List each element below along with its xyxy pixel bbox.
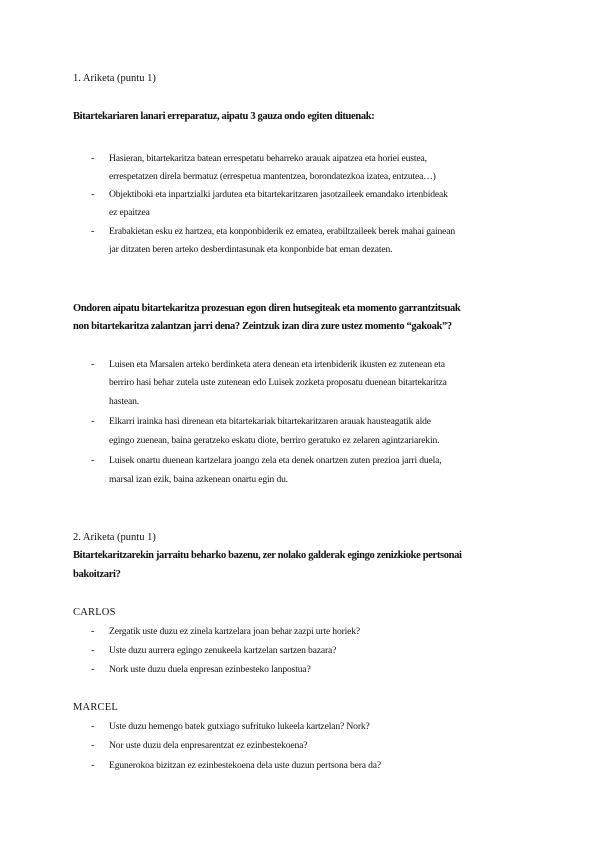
list-item-line: jar ditzaten beren arteko desberdintasunak eta konponbide bat eman dezaten. — [109, 244, 393, 255]
bullet-dash: - — [91, 359, 95, 370]
question-item: Egunerokoa bizitzan ez ezinbestekoena dela uste duzun pertsona bera da? — [109, 760, 381, 771]
bullet-dash: - — [91, 416, 95, 427]
question-item: Nork uste duzu duela enpresan ezinbesteko lanpostua? — [109, 664, 311, 675]
list-item-line: Hasieran, bitartekaritza batean errespetatu beharreko arauak aipatzea eta horiei eustea, — [109, 153, 427, 164]
exercise-1-title: 1. Ariketa (puntu 1) — [73, 73, 156, 84]
question-item: Nor uste duzu dela enpresarentzat ez ezinbestekoena? — [109, 740, 308, 751]
list-item-line: egingo zuenean, baina geratzeko eskatu diote, berriro geratuko ez zelaren agintzariarekin. — [109, 435, 440, 446]
bullet-dash: - — [91, 226, 95, 237]
bullet-dash: - — [91, 760, 95, 771]
exercise-1-question-2-line-2: non bitartekaritza zalantzan jarri dena? Zeintzuk izan dira zure ustez momento “gakoak”? — [73, 321, 452, 332]
list-item-line: errespetatzen direla bermatuz (errespetua mantentzea, borondatezkoa izatea, entzutea…) — [109, 171, 436, 182]
question-item: Uste duzu hemengo batek gutxiago sufrituko lukeela kartzelan? Nork? — [109, 721, 370, 732]
bullet-dash: - — [91, 189, 95, 200]
bullet-dash: - — [91, 153, 95, 164]
list-item-line: hastean. — [109, 396, 139, 407]
list-item-line: Luisen eta Marsalen arteko berdinketa atera denean eta irtenbiderik ikusten ez zutenean eta — [109, 359, 445, 370]
list-item-line: ez epaitzea — [109, 207, 150, 218]
list-item-line: marsal izan ezik, baina azkenean onartu egin du. — [109, 474, 288, 485]
character-name-marcel: MARCEL — [73, 702, 118, 713]
list-item-line: Elkarri irainka hasi direnean eta bitartekariak bitartekaritzaren arauak hausteagatik alde — [109, 416, 431, 427]
list-item-line: Objektiboki eta inpartzialki jardutea eta bitartekaritzaren jasotzaileek emandako irtenbideak — [109, 189, 448, 200]
character-name-carlos: CARLOS — [73, 607, 116, 618]
exercise-1-question-1: Bitartekariaren lanari erreparatuz, aipatu 3 gauza ondo egiten dituenak: — [73, 111, 375, 122]
question-item: Zergatik uste duzu ez zinela kartzelara joan behar zazpi urte horiek? — [109, 626, 361, 637]
list-item-line: Luisek onartu duenean kartzelara joango zela eta denek onartzen zuten prezioa jarri duela, — [109, 455, 442, 466]
bullet-dash: - — [91, 626, 95, 637]
exercise-2-title: 2. Ariketa (puntu 1) — [73, 532, 156, 543]
bullet-dash: - — [91, 740, 95, 751]
list-item-line: berriro hasi behar zutela uste zutenean edo Luisek zozketa proposatu duenean bitartekaritza — [109, 377, 447, 388]
bullet-dash: - — [91, 664, 95, 675]
bullet-dash: - — [91, 455, 95, 466]
exercise-1-question-2-line-1: Ondoren aipatu bitartekaritza prozesuan egon diren hutsegiteak eta momento garrantzitsuak — [73, 303, 461, 314]
question-item: Uste duzu aurrera egingo zenukeela kartzelan sartzen bazara? — [109, 645, 337, 656]
bullet-dash: - — [91, 721, 95, 732]
exercise-2-question-line-1: Bitartekaritzarekin jarraitu beharko bazenu, zer nolako galderak egingo zenizkioke pertsonai — [73, 550, 462, 561]
bullet-dash: - — [91, 645, 95, 656]
exercise-2-question-line-2: bakoitzari? — [73, 569, 121, 580]
list-item-line: Erabakietan esku ez hartzea, eta konponbiderik ez ematea, erabiltzaileek berek mahai gainean — [109, 226, 456, 237]
